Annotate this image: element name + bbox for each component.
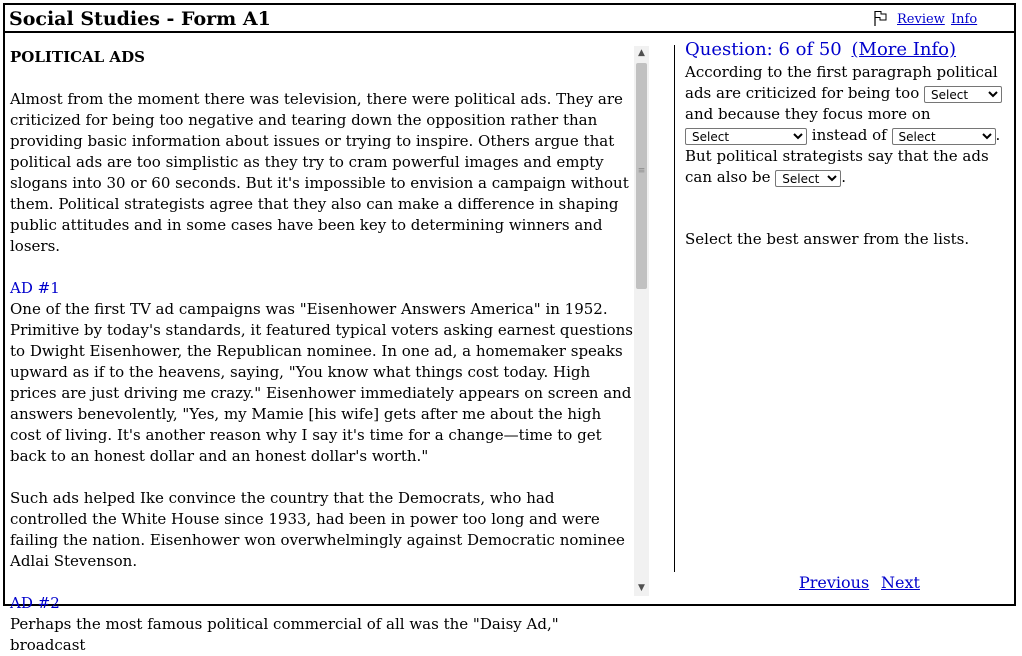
- grip-icon: ≡: [637, 166, 646, 176]
- ad-label: AD #1: [10, 279, 60, 297]
- question-text-part: .: [841, 168, 847, 186]
- flag-icon[interactable]: [872, 9, 888, 27]
- review-link[interactable]: Review: [897, 12, 945, 27]
- info-link[interactable]: Info: [951, 12, 978, 27]
- passage-paragraph: Almost from the moment there was television, there were political ads. They are criticized for being too negative and tearing down the opposition rather than providing basic information about issues or trying to inspire. Others argue that political ads are too simplistic as they try to cram powerful images and empty slogans into 30 or 60 seconds. But it's impossible to envision a campaign without them. Political strategists agree that they also can make a difference in shaping public attitudes and in some cases have been key to determining winners and losers.: [10, 90, 629, 255]
- answer-select-3[interactable]: [892, 128, 996, 145]
- ad-section: [10, 278, 633, 467]
- answer-instruction: Select the best answer from the lists.: [685, 230, 970, 248]
- question-text-part: . But political strategists say that the ads can also be: [685, 126, 1001, 186]
- scroll-down-icon[interactable]: ▼: [638, 583, 645, 593]
- passage-heading: POLITICAL ADS: [10, 48, 145, 66]
- question-header: [685, 39, 956, 60]
- ad-text: One of the first TV ad campaigns was "Eisenhower Answers America" in 1952. Primitive by today's standards, it featured typical voters asking earnest questions to Dwight Eisenhower, the Republican nominee. In one ad, a homemaker speaks upward as if to the heavens, saying, "You know what things cost today. High prices are just driving me crazy." Eisenhower immediately appears on screen and answers benevolently, "Yes, my Mamie [his wife] gets after me about the high cost of living. It's another reason why I say it's time for a change—time to get back to an honest dollar and an honest dollar's worth.": [10, 300, 633, 465]
- ad-label: AD #2: [10, 594, 60, 612]
- more-info-link[interactable]: (More Info): [851, 39, 956, 60]
- reading-passage: [10, 47, 633, 654]
- page-title: Social Studies - Form A1: [9, 8, 271, 30]
- answer-select-1[interactable]: [924, 86, 1002, 103]
- answer-select-4[interactable]: [775, 170, 841, 187]
- question-text-part: and because they focus more on: [685, 105, 931, 123]
- answer-select-2[interactable]: [685, 128, 807, 145]
- question-text-part: According to the first paragraph political ads are criticized for being too: [685, 63, 998, 102]
- previous-link[interactable]: Previous: [799, 573, 870, 592]
- test-window: [3, 3, 1016, 654]
- passage-paragraph: Such ads helped Ike convince the country that the Democrats, who had controlled the White House since 1933, had been in power too long and were failing the nation. Eisenhower won overwhelmingly against Democratic nominee Adlai Stevenson.: [10, 489, 625, 570]
- scroll-up-icon[interactable]: ▲: [638, 48, 645, 58]
- question-text-part: instead of: [807, 126, 892, 144]
- panel-divider: [674, 45, 675, 572]
- question-text: [685, 62, 1010, 188]
- question-number: Question: 6 of 50: [685, 39, 842, 60]
- ad-section: [10, 593, 633, 656]
- passage-scrollbar[interactable]: [634, 46, 649, 596]
- header-bar: [5, 5, 1014, 33]
- scroll-thumb[interactable]: [636, 63, 647, 289]
- next-link[interactable]: Next: [881, 573, 920, 592]
- ad-text: Perhaps the most famous political commercial of all was the "Daisy Ad," broadcast: [10, 615, 559, 654]
